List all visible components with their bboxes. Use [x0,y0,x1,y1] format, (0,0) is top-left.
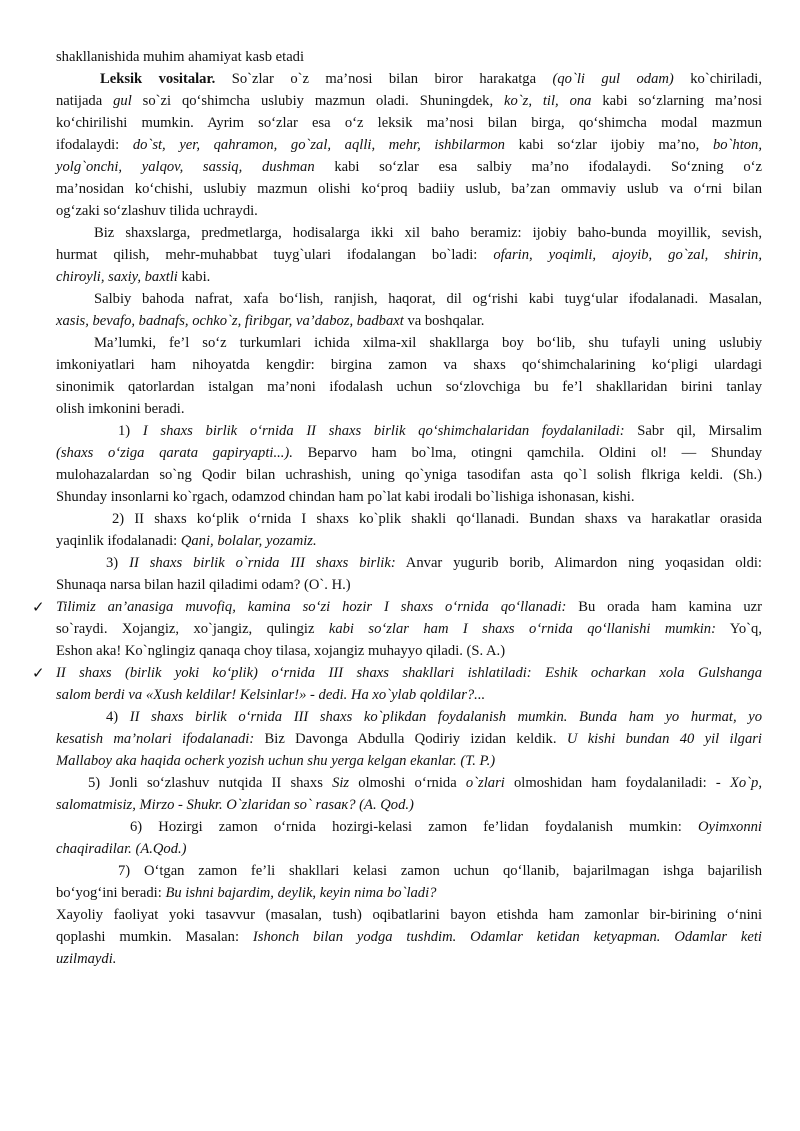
text-line [56,794,762,816]
text-line [32,662,762,684]
text-run: yaqinlik ifodalanadi: [56,533,181,549]
italic-text: U kishi bundan 40 yil ilgari [566,731,762,747]
text-run: og‘zaki so‘zlashuv tilida uchraydi. [56,203,258,219]
italic-text: chiroyli, saxiy, baxtli [56,269,178,285]
text-run: Ma’lumki, fe’l so‘z turkumlari ichida xilma-xil shakllarga boy bo‘lib, shu tufayli uning uslubiy [94,335,762,351]
text-line [56,266,762,288]
text-line [56,112,762,134]
italic-text: salomatmisiz, Mirzo - Shukr. O`zlaridan so` rasaк? (A. Qod.) [56,797,414,813]
text-line [56,398,762,420]
checkmark-icon: ✓ [32,598,45,616]
text-line [56,816,762,838]
text-run: 1) [118,423,143,439]
text-line [56,618,762,640]
italic-text: kesatish ma’nolari ifodalanadi: [56,731,255,747]
text-run: 3) [106,555,130,571]
text-line [56,750,762,772]
italic-text: Ishonch bilan yodga tushdim. Odamlar ketidan ketyapman. Odamlar keti [252,929,762,945]
italic-text: uzilmaydi. [56,951,117,967]
italic-text: ko`z, til, ona [504,93,592,109]
text-run: ko‘chirilishi mumkin. Ayrim so‘zlar esa o‘z leksik ma’nosi bilan birga, qo‘shimcha modal mazmun [56,115,762,131]
text-run: so`zi qo‘shimcha uslubiy mazmun oladi. Shuningdek, [131,93,504,109]
italic-text: Bu ishni bajardim, deylik, keyin nima bo`ladi? [165,885,437,901]
text-run: 5) Jonli so‘zlashuv nutqida II shaxs [88,775,333,791]
italic-text: I shaxs birlik o‘rnida II shaxs birlik qo‘shimchalaridan foydalaniladi: [142,423,625,439]
text-run: Biz Davonga Abdulla Qodiriy izidan keldik. [254,731,567,747]
text-run: Bu orada ham kamina uzr [566,599,762,615]
text-run: mulohazalardan so`ng Qodir bilan uchrashish, uning qo`yniga tasodifan asta qo`l solish flkriga keldi. (Sh.) [56,467,762,483]
text-run: Shunaqa narsa bilan hazil qiladimi odam? (O`. H.) [56,577,351,593]
text-run: 4) [106,709,130,725]
text-line [56,926,762,948]
text-run: imkoniyatlari ham nihoyatda kengdir: birgina zamon va shaxs qo‘shimchalarining ko‘pligi ulardagi [56,357,762,373]
italic-text: Mallaboy aka haqida ocherk yozish uchun shu yerga kelgan ekanlar. (T. P.) [56,753,496,769]
italic-text: do`st, yer, qahramon, go`zal, aqlli, mehr, ishbilarmon [132,137,505,153]
text-run: Xayoliy faoliyat yoki tasavvur (masalan, tush) oqibatlarini bayon etishda ham zamonlar bir-birining o‘nini [56,907,762,923]
text-run: olish imkonini beradi. [56,401,185,417]
italic-text: o`zlari [465,775,505,791]
italic-text: II shaxs (birlik yoki ko‘plik) o‘rnida III shaxs shakllari ishlatiladi: Eshik ocharkan xola Gulshanga [56,665,762,681]
text-run: olmoshi o‘rnida [349,775,466,791]
text-line [56,178,762,200]
text-run: Yo`q, [715,621,762,637]
bold-text: Leksik vositalar. [100,71,216,87]
text-line [56,68,762,90]
text-line [56,486,762,508]
text-line [56,706,762,728]
document-page [32,46,762,970]
text-line [56,222,762,244]
checkmark-icon: ✓ [32,664,45,682]
text-run: qoplashi mumkin. Masalan: [56,929,253,945]
text-run: kabi so‘zlarning ma’nosi [591,93,762,109]
italic-text: yolg`onchi, yalqov, sassiq, dushman [56,159,315,175]
text-run: va boshqalar. [403,313,485,329]
italic-text: II shaxs birlik o`rnida III shaxs birlik: [129,555,396,571]
text-line [56,838,762,860]
text-line [56,728,762,750]
text-line [56,354,762,376]
italic-text: bo`hton, [712,137,762,153]
text-line [56,684,762,706]
text-run: Shunday insonlarni ko`rgach, odamzod chindan ham po`lat kabi irodali bo`lishiga ishonasan, kishi. [56,489,635,505]
text-line [56,310,762,332]
text-run: Biz shaxslarga, predmetlarga, hodisalarga ikki xil baho beramiz: ijobiy baho-bunda moyillik, sevish, [94,225,762,241]
text-run: 7) O‘tgan zamon fe’li shakllari kelasi zamon uchun qo‘llanib, bajarilmagan ishga bajarilish [118,863,762,879]
text-run: Anvar yugurib borib, Alimardon ning yoqasidan oldi: [395,555,762,571]
text-line [56,332,762,354]
text-run: So`zlar o`z ma’nosi bilan biror harakatga [215,71,553,87]
text-run: Salbiy bahoda nafrat, xafa bo‘lish, ranjish, haqorat, dil og‘rishi kabi tuyg‘ular ifodalanadi. Masalan, [94,291,762,307]
text-line [56,640,762,662]
text-line [56,948,762,970]
text-line [56,200,762,222]
text-line [56,904,762,926]
text-run: ko`chiriladi, [673,71,762,87]
text-line [56,574,762,596]
text-line [56,442,762,464]
text-run: 6) Hozirgi zamon o‘rnida hozirgi-kelasi zamon fe’lidan foydalanish mumkin: [130,819,698,835]
text-run: kabi so‘zlar ijobiy ma’no, [504,137,713,153]
text-line [56,46,762,68]
text-line [56,288,762,310]
text-run: shakllanishida muhim ahamiyat kasb etadi [56,49,305,65]
text-line [56,772,762,794]
text-line [56,464,762,486]
italic-text: gul [113,93,132,109]
text-run: bo‘yog‘ini beradi: [56,885,166,901]
italic-text: Oyimxonni [697,819,762,835]
text-line [56,530,762,552]
italic-text: II shaxs birlik o‘rnida III shaxs ko`plikdan foydalanish mumkin. Bunda ham yo hurmat, yo [129,709,762,725]
text-run: ma’nosidan ko‘chishi, uslubiy mazmun olishi ko‘proq badiiy uslub, ba’zan ommaviy uslub va o‘rni bilan [56,181,762,197]
text-line [56,420,762,442]
text-line [56,882,762,904]
italic-text: xasis, bevafo, badnafs, ochko`z, firibgar, va’daboz, badbaxt [56,313,404,329]
italic-text: ofarin, yoqimli, ajoyib, go`zal, shirin, [493,247,762,263]
italic-text: Siz [332,775,350,791]
italic-text: chaqiradilar. (A.Qod.) [56,841,187,857]
italic-text: (shaxs o‘ziga qarata gapiryapti...). [56,445,293,461]
text-run: olmoshidan ham foydalaniladi: - [504,775,730,791]
italic-text: salom berdi va «Xush keldilar! Kelsinlar!» - dedi. Ha xo`ylab qoldilar?... [56,687,486,703]
text-run: Sabr qil, Mirsalim [624,423,762,439]
italic-text: Qani, bolalar, yozamiz. [180,533,317,549]
text-run: ifodalaydi: [56,137,133,153]
text-line [56,376,762,398]
text-run: sinonimik qatorlardan istalgan ma’noni ifodalash uchun so‘zlovchiga bu fe’l shakllaridan birini tanlay [56,379,762,395]
text-line [56,552,762,574]
text-run: 2) II shaxs ko‘plik o‘rnida I shaxs ko`plik shakli qo‘llanadi. Bundan shaxs va harakatlar orasida [112,511,762,527]
text-run: natijada [56,93,114,109]
text-run: Beparvo ham bo`lma, otingni qamchila. Oldini ol! — Shunday [292,445,762,461]
text-run: so`raydi. Xojangiz, xo`jangiz, qulingiz [56,621,329,637]
text-line [56,134,762,156]
italic-text: kabi so‘zlar ham I shaxs o‘rnida qo‘llanishi mumkin: [328,621,716,637]
text-line [56,244,762,266]
italic-text: Tilimiz an’anasiga muvofiq, kamina so‘zi hozir I shaxs o‘rnida qo‘llanadi: [56,599,567,615]
italic-text: (qo`li gul odam) [552,71,674,87]
italic-text: Xo`p, [729,775,762,791]
text-line [56,156,762,178]
text-line [32,596,762,618]
text-run: kabi so‘zlar esa salbiy ma’no ifodalaydi. So‘zning o‘z [314,159,762,175]
text-run: Eshon aka! Ko`nglingiz qanaqa choy tilasa, xojangiz muhayyo qiladi. (S. A.) [56,643,506,659]
text-run: kabi. [177,269,211,285]
text-line [56,508,762,530]
text-line [56,860,762,882]
text-line [56,90,762,112]
text-run: hurmat qilish, mehr-muhabbat tuyg`ulari ifodalangan bo`ladi: [56,247,494,263]
